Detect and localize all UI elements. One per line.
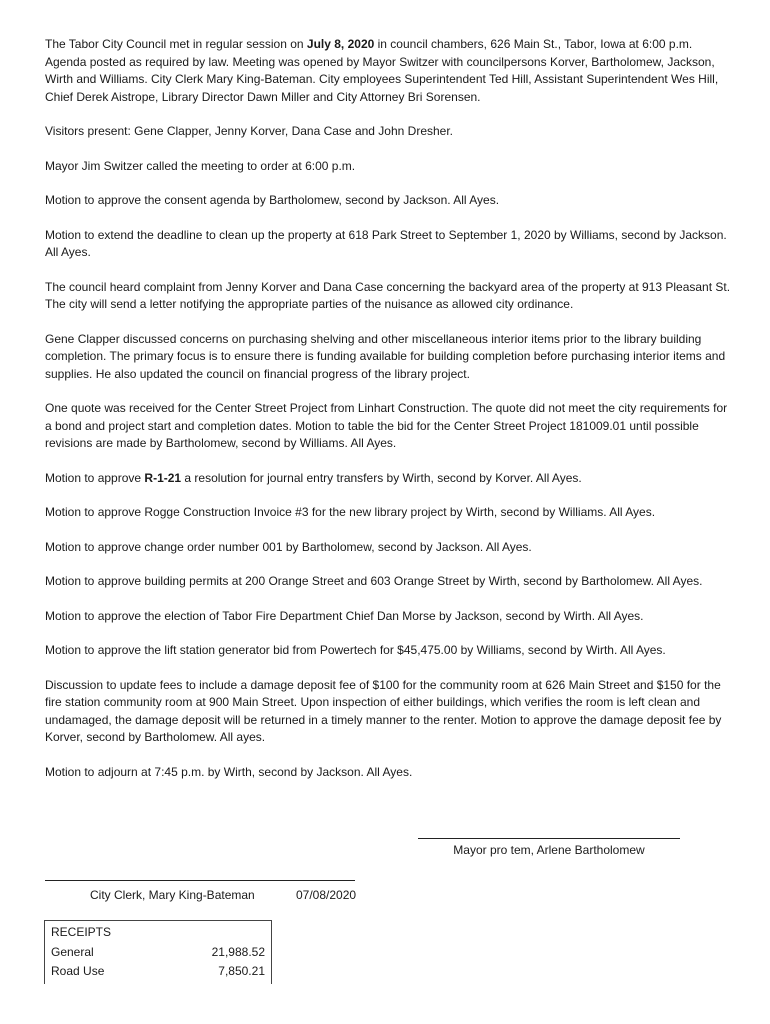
clerk-signature-block: [90, 887, 390, 905]
mayor-signature-line: [418, 838, 680, 839]
paragraph-damage-deposit: Discussion to update fees to include a damage deposit fee of $100 for the community room at 626 Main Street and $150 for the fire station community room at 900 Main Street. Upon inspection of either buildings, which verifies the room is left clean and undamaged, the damage deposit will be returned in a timely manner to the renter. Motion to approve the damage deposit fee by Korver, second by Bartholomew. All ayes.: [45, 677, 722, 744]
paragraph-adjourn: Motion to adjourn at 7:45 p.m. by Wirth, second by Jackson. All Ayes.: [45, 764, 413, 779]
paragraph-call-to-order: Mayor Jim Switzer called the meeting to order at 6:00 p.m.: [45, 158, 356, 173]
paragraph-park-street: Motion to extend the deadline to clean up the property at 618 Park Street to September 1, 2020 by Williams, second by Jackson. All Ayes.: [45, 227, 727, 259]
paragraph-fire-chief: Motion to approve the election of Tabor Fire Department Chief Dan Morse by Jackson, second by Wirth. All Ayes.: [45, 608, 644, 623]
resolution-number: R-1-21: [144, 470, 182, 485]
resolution-text-rest: a resolution for journal entry transfers by Wirth, second by Korver. All Ayes.: [181, 470, 582, 485]
receipt-amount: 7,850.21: [218, 964, 265, 978]
paragraph-generator-bid: Motion to approve the lift station generator bid from Powertech for $45,475.00 by Williams, second by Wirth. All Ayes.: [45, 643, 666, 657]
table-row: [51, 944, 265, 964]
receipts-title: RECEIPTS: [51, 925, 112, 939]
opening-text-rest: in council chambers, 626 Main St., Tabor, Iowa at 6:00 p.m. Agenda posted as required by law. Meeting was opened by Mayor Switzer with councilpersons Korver, Bartholomew, Jackson, Wirth and Williams. City Clerk Mary King-Bateman. City employees Superintendent Ted Hill, Assistant Superintendent Wes Hill, Chief Derek Aistrope, Library Director Dawn Miller and City Attorney Bri Sorensen.: [45, 37, 719, 104]
receipt-label: General: [51, 944, 94, 959]
receipts-table: [44, 920, 272, 984]
paragraph-opening: [45, 36, 735, 106]
receipts-title-row: [51, 924, 265, 944]
paragraph-center-street: One quote was received for the Center Street Project from Linhart Construction. The quote did not meet the city requirements for a bond and project start and completion dates. Motion to table the bid for the Center Street Project 181009.01 until possible revisions are made by Bartholomew, second by Williams. All Ayes.: [45, 401, 728, 450]
minutes-body: [45, 36, 735, 798]
opening-text: The Tabor City Council met in regular session on: [45, 37, 307, 51]
meeting-date: July 8, 2020: [306, 37, 375, 51]
receipt-label: Road Use: [51, 964, 105, 978]
paragraph-visitors: Visitors present: Gene Clapper, Jenny Korver, Dana Case and John Dresher.: [45, 124, 454, 138]
paragraph-library-concerns: Gene Clapper discussed concerns on purchasing shelving and other miscellaneous interior items prior to the library building completion. The primary focus is to ensure there is funding available for building completion before purchasing interior items and supplies. He also updated the council on financial progress of the library project.: [45, 331, 726, 381]
clerk-signature-line: [45, 880, 355, 881]
table-row: [51, 963, 265, 983]
paragraph-building-permits: Motion to approve building permits at 200 Orange Street and 603 Orange Street by Wirth, second by Bartholomew. All Ayes.: [45, 574, 703, 588]
paragraph-consent-agenda: Motion to approve the consent agenda by Bartholomew, second by Jackson. All Ayes.: [45, 193, 500, 207]
paragraph-resolution: [45, 470, 735, 488]
signature-date: 07/08/2020: [296, 888, 357, 902]
clerk-signature-label: City Clerk, Mary King-Bateman: [90, 888, 255, 902]
resolution-text: Motion to approve: [45, 470, 145, 485]
paragraph-complaint: The council heard complaint from Jenny Korver and Dana Case concerning the backyard area of the property at 913 Pleasant St. The city will send a letter notifying the appropriate parties of the nuisance as allowed city ordinance.: [45, 279, 731, 311]
receipt-amount: 21,988.52: [211, 944, 265, 959]
paragraph-change-order: Motion to approve change order number 001 by Bartholomew, second by Jackson. All Ayes.: [45, 539, 532, 554]
mayor-signature-block: [418, 838, 680, 860]
paragraph-rogge-invoice: Motion to approve Rogge Construction Invoice #3 for the new library project by Wirth, second by Williams. All Ayes.: [45, 505, 656, 519]
mayor-signature-label: Mayor pro tem, Arlene Bartholomew: [453, 843, 645, 857]
